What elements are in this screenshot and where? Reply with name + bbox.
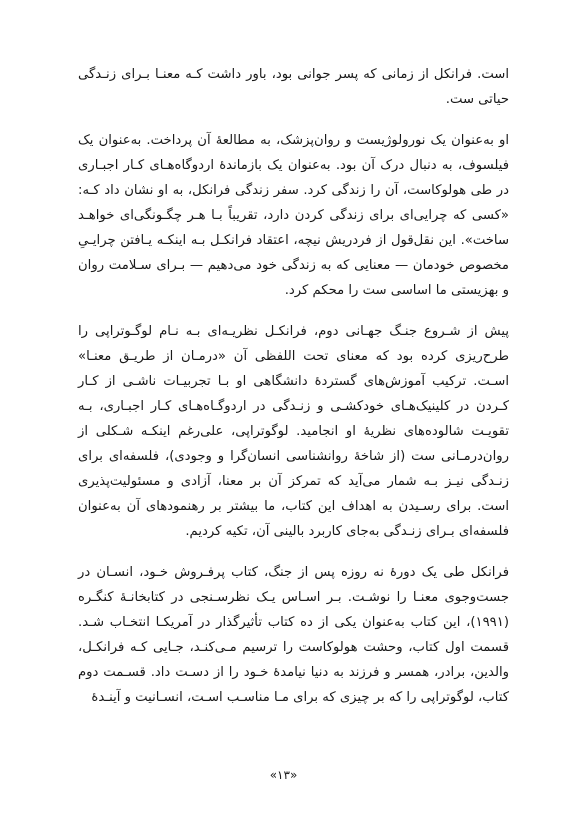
page-number: «۱۳» — [269, 768, 298, 782]
paragraph-4: فرانکل طی یک دورهٔ نه روزه پس از جنگ، کتاب پرفـروش خـود، انسـان در جست‌وجوی معنـا را نوشـت. بـر اسـاس یـک نظرسـنجی در کتابخانـهٔ کنگـره (۱۹۹۱)، این کتاب به‌عنوان یکی از ده کتاب تأثیرگذار در آمریکـا انتخـاب شـد. قسمت اول کتاب، وحشت هولوکاست را ترسیم مـی‌کنـد، جـایی کـه فرانکـل، والدین، برادر، همسر و فرزند به دنیا نیامدهٔ خـود را از دسـت داد. قسـمت دوم کتاب، لوگوتراپی را که بر چیزی که برای مـا مناسـب اسـت، انسـانیت و آینـدهٔ — [78, 565, 509, 705]
paragraph-1: است. فرانکل از زمانی که پسر جوانی بود، باور داشت کـه معنـا بـرای زنـدگی حیاتی ست. — [78, 67, 509, 107]
page-body — [78, 62, 509, 726]
paragraph-2: او به‌عنوان یک نورولوژیست و روان‌پزشک، به مطالعهٔ آن پرداخت. به‌عنوان یک فیلسوف، به دنبال درک آن بود. به‌عنوان یک بازماندهٔ اردوگاه‌هـای کـار اجبـاری در طی هولوکاست، آن را زندگی کرد. سفر زندگی فرانکل، به او نشان داد کـه: «کسی که چرایی‌ای برای زندگی کردن دارد، تقریباً بـا هـر چگـونگی‌ای خواهـد ساخت». این نقل‌قول از فردریش نیچه، اعتقاد فرانکـل بـه اینکـه یـافتن چرایـیِ مخصوص خودمان — معنایی که به زندگی خود می‌دهیم — بـرای سـلامت روان و بهزیستی ما اساسی ست را محکم کرد. — [78, 133, 509, 298]
paragraph-3: پیش از شـروع جنـگ جهـانی دوم، فرانکـل نظریـه‌ای بـه نـام لوگـوتراپی را طرح‌ریزی کرده بود که معنای تحت اللفظی آن «درمـان از طریـق معنـا» اسـت. ترکیب آموزش‌های گستردهٔ دانشگاهی او بـا تجربیـات ناشـی از کـار کـردن در کلینیک‌هـای خودکشـی و زنـدگی در اردوگـاه‌هـای کـار اجبـاری، بـه تقویـت شالوده‌های نظریهٔ او انجامید. لوگوتراپی، علی‌رغم اینکـه شـکلی از روان‌درمـانی ست (از شاخهٔ روانشناسی انسان‌گرا و وجودی)، فلسفه‌ای برای زنـدگی نیـز بـه شمار می‌آید که تمرکز آن بر معنا، آزادی و مسئولیت‌پذیری است. برای رسـیدن به اهداف این کتاب، ما بیشتر بر رهنمودهای آن به‌عنوان فلسفه‌ای بـرای زنـدگی به‌جای کاربرد بالینی آن، تکیه کردیم. — [78, 324, 509, 539]
